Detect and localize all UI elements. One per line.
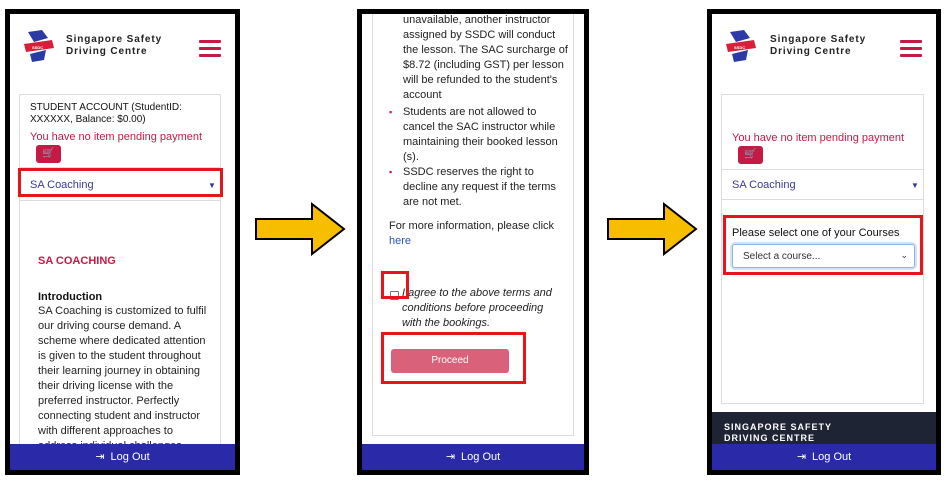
logout-icon: ⇥: [445, 451, 456, 463]
divider: [20, 200, 220, 201]
logout-label: Log Out: [110, 451, 150, 463]
bullet-item: [389, 165, 573, 210]
bullet-line: cancel the SAC instructor while: [403, 121, 556, 133]
intro-line: connecting student and instructor: [38, 410, 201, 422]
pending-payment-text: You have no item pending payment: [30, 131, 203, 143]
proceed-button[interactable]: Proceed: [391, 349, 509, 373]
account-text: STUDENT ACCOUNT (StudentID: XXXXXX, Balance: $0.00): [30, 102, 182, 125]
screen-2: [362, 14, 584, 470]
highlight-box: [18, 168, 223, 197]
intro-body: [38, 304, 218, 454]
phone-screen-3: [707, 9, 941, 475]
phone-screen-1: [5, 9, 240, 475]
account-card: [19, 94, 221, 464]
brand-line-2: Driving Centre: [66, 46, 148, 57]
arrow-right-icon: [606, 202, 698, 256]
intro-line: preferred instructor. Perfectly: [38, 395, 180, 407]
highlight-box: [723, 215, 923, 275]
more-info-text: For more information, please click: [389, 220, 555, 232]
section-title: SA COACHING: [38, 255, 116, 267]
svg-text:SSDC: SSDC: [734, 45, 746, 50]
terms-text: [403, 14, 573, 103]
service-select[interactable]: SA Coaching: [30, 179, 94, 191]
terms-line: will be refunded to the student's: [403, 74, 558, 86]
terms-line: $8.72 (including GST) per lesson: [403, 59, 564, 71]
logout-button[interactable]: [712, 444, 936, 470]
footer-line-2: DRIVING CENTRE: [724, 433, 816, 443]
brand-name: [66, 34, 162, 58]
pending-payment-text: You have no item pending payment: [732, 132, 905, 144]
bullet-line: ▪ Students are not allowed to: [403, 106, 537, 118]
bullet-line: ▪ SSDC reserves the right to: [403, 166, 534, 178]
bullet-line: maintaining their booked lesson: [403, 136, 558, 148]
divider: [722, 199, 923, 200]
chevron-down-icon[interactable]: ▼: [911, 181, 919, 190]
hamburger-menu-icon[interactable]: [900, 40, 922, 56]
brand-line-2: Driving Centre: [770, 46, 852, 57]
terms-line: the lesson. The SAC surcharge of: [403, 44, 568, 56]
course-select-value: Select a course...: [743, 251, 821, 262]
agree-line: I agree to the above terms and: [402, 287, 552, 299]
footer-line-1: SINGAPORE SAFETY: [724, 422, 833, 432]
intro-line: is given to the student throughout: [38, 350, 201, 362]
terms-line: assigned by SSDC will conduct: [403, 29, 556, 41]
cart-button[interactable]: [36, 145, 61, 163]
intro-line: our driving course demand. A: [38, 320, 182, 332]
bullet-line: decline any request if the terms: [403, 181, 556, 193]
ssdc-logo-icon: [22, 28, 56, 64]
cart-icon: 🛒: [42, 148, 55, 159]
arrow-right-icon: [254, 202, 346, 256]
header: [10, 14, 235, 82]
highlight-box: [381, 271, 409, 299]
intro-line: scheme where dedicated attention: [38, 335, 206, 347]
hamburger-menu-icon[interactable]: [199, 40, 221, 56]
course-label: Please select one of your Courses: [732, 227, 900, 239]
more-info: [389, 219, 569, 249]
divider: [722, 169, 923, 170]
chevron-down-icon: ⌄: [900, 250, 908, 260]
cart-button[interactable]: [738, 146, 763, 164]
terms-line: account: [403, 89, 442, 101]
agree-line: conditions before proceeding: [402, 302, 544, 314]
bullet-line: (s).: [403, 151, 419, 163]
brand-line-1: Singapore Safety: [770, 34, 867, 45]
brand-line-1: Singapore Safety: [66, 34, 163, 45]
terms-bullets: [389, 105, 573, 210]
screen-3: [712, 14, 936, 470]
highlight-box: [381, 332, 526, 384]
bullet-line: are not met.: [403, 196, 462, 208]
chevron-down-icon[interactable]: ▼: [208, 181, 216, 190]
logout-icon: ⇥: [95, 451, 105, 463]
terms-line: unavailable, another instructor: [403, 14, 551, 26]
intro-line: SA Coaching is customized to fulfil: [38, 305, 207, 317]
cart-icon: 🛒: [744, 149, 757, 160]
ssdc-logo-icon: [724, 28, 758, 64]
screen-1: [10, 14, 235, 470]
intro-line: with different approaches to: [38, 425, 173, 437]
intro-line: their driving license with the: [38, 380, 174, 392]
bullet-item: [389, 105, 573, 165]
logout-label: Log Out: [461, 451, 501, 463]
service-select[interactable]: SA Coaching: [732, 179, 796, 191]
agree-text: [402, 286, 572, 331]
more-info-link[interactable]: here: [389, 235, 412, 247]
logout-label: Log Out: [812, 451, 852, 463]
intro-line: their learning journey in obtaining: [38, 365, 201, 377]
header: [712, 14, 936, 82]
logout-button[interactable]: [362, 444, 584, 470]
svg-text:SSDC: SSDC: [32, 45, 44, 50]
phone-screen-2: [357, 9, 589, 475]
logout-button[interactable]: [10, 444, 235, 470]
logout-icon: ⇥: [796, 451, 807, 463]
brand-name: [770, 34, 866, 58]
agree-line: with the bookings.: [402, 317, 491, 329]
intro-heading: Introduction: [38, 291, 103, 303]
